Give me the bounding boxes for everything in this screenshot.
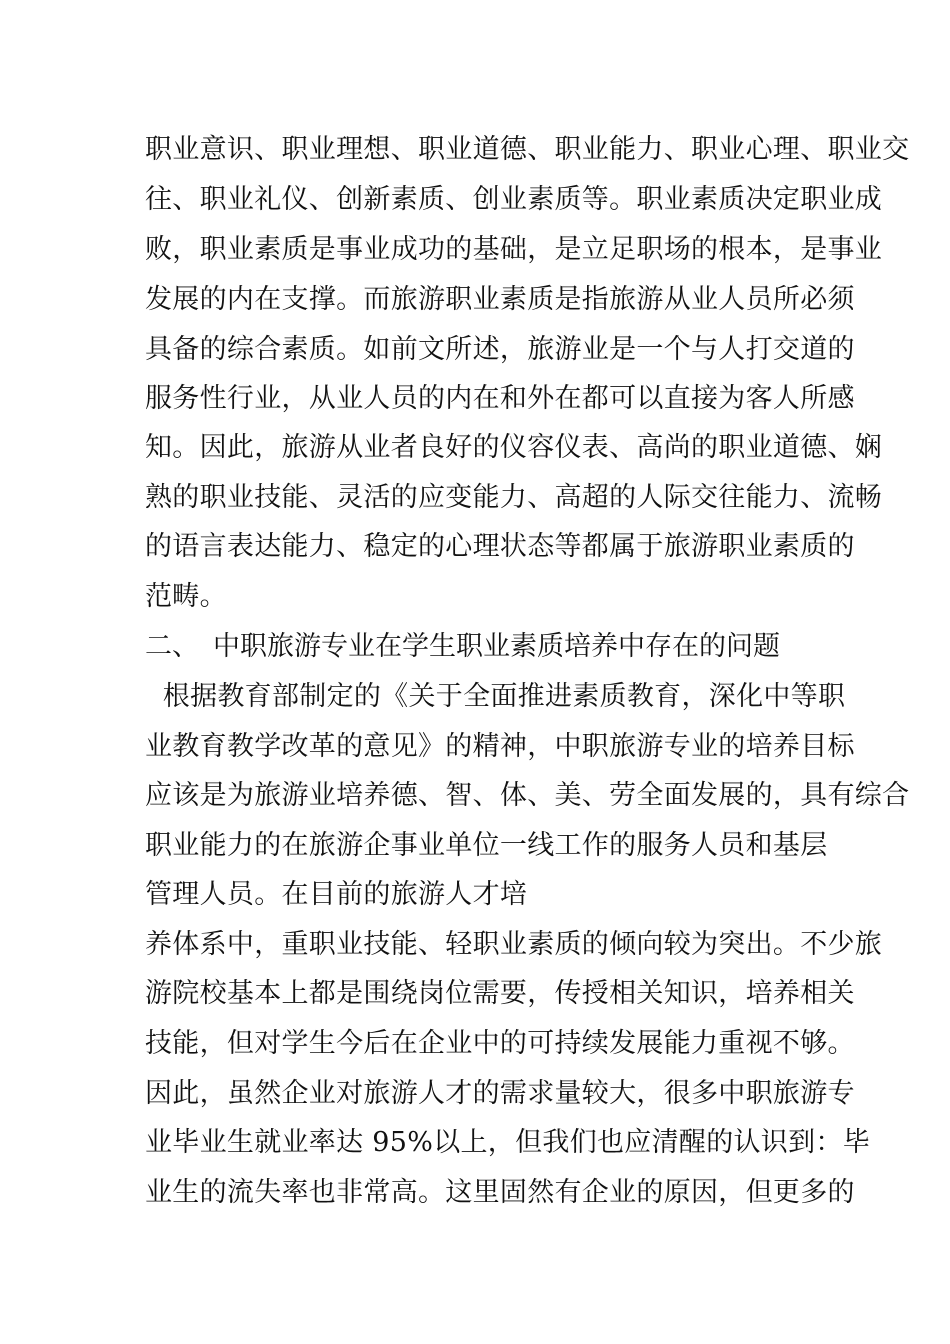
text-line: 职业意识、职业理想、职业道德、职业能力、职业心理、职业交 <box>145 134 910 165</box>
text-line: 业毕业生就业率达 95%以上，但我们也应清醒的认识到：毕 <box>145 1127 870 1158</box>
section-title: 中职旅游专业在学生职业素质培养中存在的问题 <box>213 631 780 662</box>
section-number: 二、 <box>145 631 199 662</box>
section-heading <box>145 629 780 665</box>
text-line: 职业能力的在旅游企事业单位一线工作的服务人员和基层 <box>145 830 828 861</box>
text-line: 熟的职业技能、灵活的应变能力、高超的人际交往能力、流畅 <box>145 482 883 513</box>
text-line: 发展的内在支撑。而旅游职业素质是指旅游从业人员所必须 <box>145 284 855 315</box>
text-line: 游院校基本上都是围绕岗位需要，传授相关知识，培养相关 <box>145 978 855 1009</box>
text-line: 技能，但对学生今后在企业中的可持续发展能力重视不够。 <box>145 1028 855 1059</box>
text-line: 业生的流失率也非常高。这里固然有企业的原因，但更多的 <box>145 1177 855 1208</box>
text-line: 的语言表达能力、稳定的心理状态等都属于旅游职业素质的 <box>145 531 855 562</box>
text-line: 败，职业素质是事业成功的基础，是立足职场的根本，是事业 <box>145 234 883 265</box>
text-line: 应该是为旅游业培养德、智、体、美、劳全面发展的，具有综合 <box>145 780 910 811</box>
text-line: 范畴。 <box>145 581 227 612</box>
text-line: 根据教育部制定的《关于全面推进素质教育，深化中等职 <box>145 681 846 712</box>
text-line: 养体系中，重职业技能、轻职业素质的倾向较为突出。不少旅 <box>145 929 883 960</box>
text-line: 往、职业礼仪、创新素质、创业素质等。职业素质决定职业成 <box>145 184 883 215</box>
text-line: 知。因此，旅游从业者良好的仪容仪表、高尚的职业道德、娴 <box>145 432 883 463</box>
text-line: 具备的综合素质。如前文所述，旅游业是一个与人打交道的 <box>145 334 855 365</box>
text-line: 管理人员。在目前的旅游人才培 <box>145 879 528 910</box>
text-line: 服务性行业，从业人员的内在和外在都可以直接为客人所感 <box>145 383 855 414</box>
text-line: 业教育教学改革的意见》的精神，中职旅游专业的培养目标 <box>145 731 855 762</box>
text-line: 因此，虽然企业对旅游人才的需求量较大，很多中职旅游专 <box>145 1078 855 1109</box>
